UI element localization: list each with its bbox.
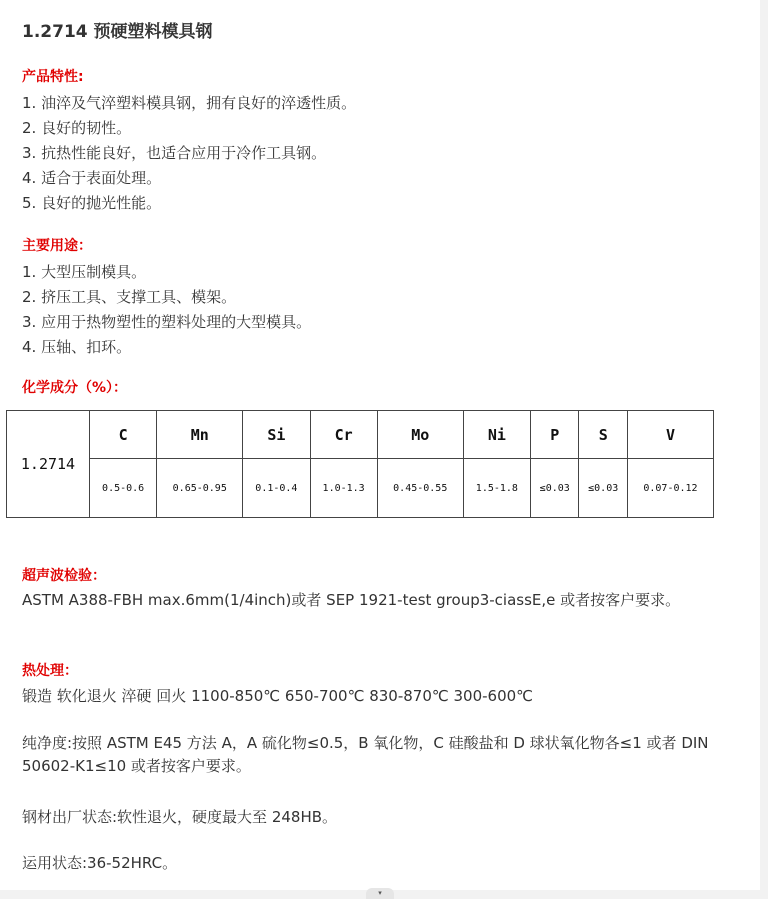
usage-state-text: 运用状态:36-52HRC。 [22, 854, 178, 872]
element-value: 0.07-0.12 [627, 459, 713, 518]
ultrasonic-text: ASTM A388-FBH max.6mm(1/4inch)或者 SEP 1921-test group3-ciassE,e 或者按客户要求。 [22, 591, 681, 609]
use-item: 2. 挤压工具、支撑工具、模架。 [22, 288, 237, 306]
feature-item: 3. 抗热性能良好，也适合应用于冷作工具钢。 [22, 144, 327, 162]
grade-cell: 1.2714 [7, 411, 90, 518]
feature-item: 4. 适合于表面处理。 [22, 169, 162, 187]
element-value: 1.0-1.3 [310, 459, 377, 518]
composition-heading: 化学成分（%）： [22, 380, 128, 396]
ultrasonic-heading: 超声波检验： [22, 568, 106, 584]
use-item: 1. 大型压制模具。 [22, 263, 147, 281]
table-row [7, 459, 714, 518]
element-header: Mo [377, 411, 463, 459]
delivery-text: 钢材出厂状态:软性退火，硬度最大至 248HB。 [22, 808, 338, 826]
element-value: 1.5-1.8 [463, 459, 530, 518]
use-item: 3. 应用于热物塑性的塑料处理的大型模具。 [22, 313, 312, 331]
element-header: Si [243, 411, 310, 459]
use-item: 4. 压轴、扣环。 [22, 338, 132, 356]
element-header: Mn [157, 411, 243, 459]
element-header: V [627, 411, 713, 459]
composition-table [6, 410, 714, 518]
purity-text: 纯净度:按照 ASTM E45 方法 A，A 硫化物≤0.5，B 氧化物，C 硅酸盐和 D 球状氧化物各≤1 或者 DIN 50602-K1≤10 或者按客户要求。 [22, 734, 709, 775]
heat-text: 锻造 软化退火 淬硬 回火 1100-850℃ 650-700℃ 830-870℃ 300-600℃ [22, 687, 533, 705]
uses-heading: 主要用途： [22, 238, 92, 254]
element-header: C [90, 411, 157, 459]
element-value: ≤0.03 [579, 459, 627, 518]
feature-item: 2. 良好的韧性。 [22, 119, 132, 137]
element-value: 0.45-0.55 [377, 459, 463, 518]
scroll-down-icon[interactable]: ▾ [366, 888, 394, 899]
element-value: 0.65-0.95 [157, 459, 243, 518]
element-header: Ni [463, 411, 530, 459]
page-title: 1.2714 预硬塑料模具钢 [22, 22, 213, 42]
table-row [7, 411, 714, 459]
feature-item: 1. 油淬及气淬塑料模具钢，拥有良好的淬透性质。 [22, 94, 357, 112]
feature-item: 5. 良好的抛光性能。 [22, 194, 162, 212]
heat-heading: 热处理： [22, 663, 78, 679]
element-value: 0.5-0.6 [90, 459, 157, 518]
element-value: 0.1-0.4 [243, 459, 310, 518]
element-value: ≤0.03 [531, 459, 579, 518]
element-header: P [531, 411, 579, 459]
features-heading: 产品特性: [22, 69, 84, 85]
element-header: S [579, 411, 627, 459]
element-header: Cr [310, 411, 377, 459]
